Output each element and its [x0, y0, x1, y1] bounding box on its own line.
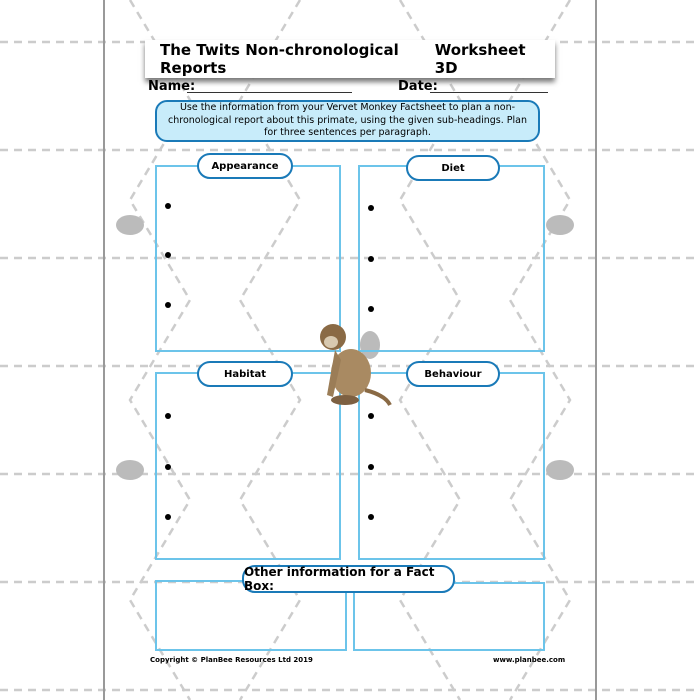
vervet-monkey-image [305, 315, 395, 410]
title-banner [145, 40, 555, 78]
bullet [368, 464, 374, 470]
copyright-text: Copyright © PlanBee Resources Ltd 2019 [150, 656, 313, 664]
diet-heading: Diet [406, 155, 500, 181]
behaviour-heading: Behaviour [406, 361, 500, 387]
fact-box-heading: Other information for a Fact Box: [242, 565, 455, 593]
date-field[interactable] [430, 92, 548, 93]
name-label: Name: [148, 79, 196, 94]
instructions-box [155, 100, 540, 142]
bullet [165, 464, 171, 470]
website-link[interactable]: www.planbee.com [493, 656, 566, 664]
bullet [368, 205, 374, 211]
worksheet-number: Worksheet 3D [434, 41, 526, 77]
name-field[interactable] [187, 92, 352, 93]
bullet [368, 256, 374, 262]
bullet [165, 413, 171, 419]
bullet [165, 302, 171, 308]
habitat-heading: Habitat [197, 361, 293, 387]
instructions-text: Use the information from your Vervet Monkey Factsheet to plan a non-chronological report about this primate, using the given sub-headings. Plan for three sentences per paragraph. [168, 101, 527, 139]
date-label: Date: [398, 79, 438, 94]
appearance-heading: Appearance [197, 153, 293, 179]
worksheet-title: The Twits Non-chronological Reports [160, 41, 399, 77]
bullet [368, 514, 374, 520]
bullet [368, 306, 374, 312]
bullet [165, 514, 171, 520]
bullet [165, 203, 171, 209]
bullet [368, 413, 374, 419]
bullet [165, 252, 171, 258]
